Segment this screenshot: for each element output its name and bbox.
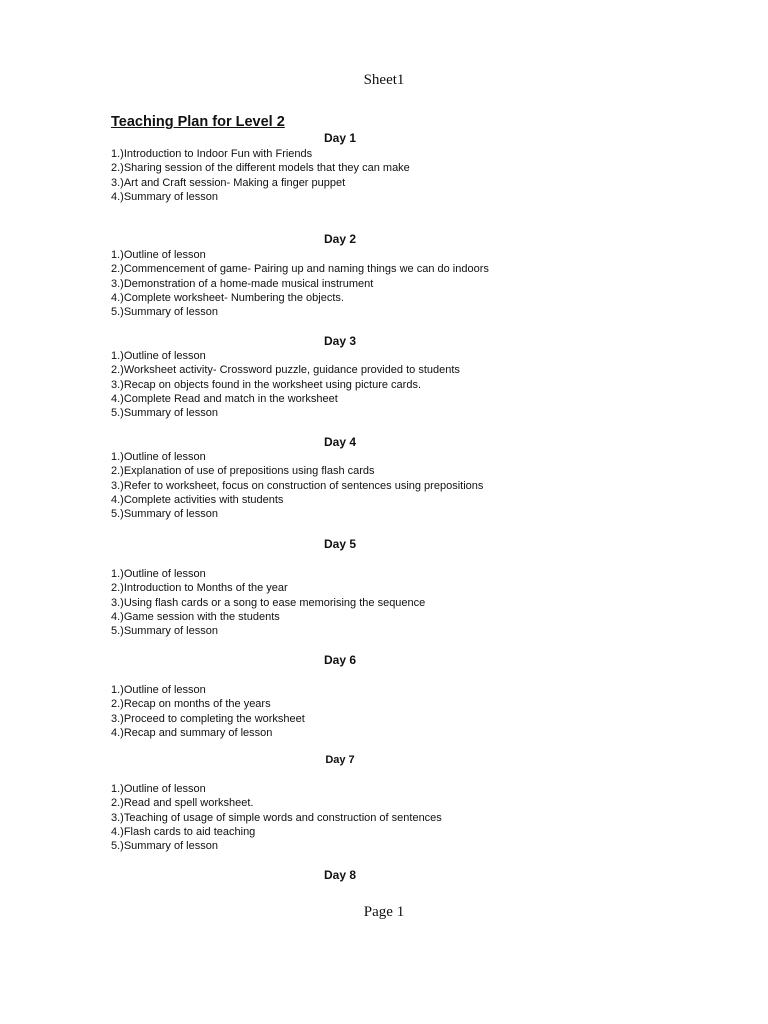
list-item: 2.)Read and spell worksheet. [111, 797, 254, 810]
list-item: 5.)Summary of lesson [111, 407, 218, 420]
list-item: 3.)Demonstration of a home-made musical instrument [111, 277, 374, 290]
list-item: 1.)Outline of lesson [111, 249, 206, 261]
day-5-heading: Day 5 [323, 537, 357, 551]
document-title: Teaching Plan for Level 2 [111, 114, 285, 130]
list-item: 5.)Summary of lesson [111, 508, 218, 521]
list-item: 2.)Recap on months of the years [111, 698, 271, 711]
sheet-name-header: Sheet1 [363, 72, 405, 88]
day-8-heading: Day 8 [323, 868, 357, 882]
day-2-heading: Day 2 [323, 232, 357, 246]
list-item: 4.)Complete Read and match in the worksheet [111, 392, 338, 405]
list-item: 1.)Introduction to Indoor Fun with Friends [111, 148, 313, 160]
day-7-items [111, 782, 442, 853]
page-number-footer: Page 1 [363, 904, 405, 920]
day-6-items [111, 683, 305, 740]
day-2-items [111, 248, 489, 319]
list-item: 4.)Complete worksheet- Numbering the objects. [111, 291, 344, 304]
day-7-heading: Day 7 [325, 754, 355, 766]
list-item: 5.)Summary of lesson [111, 840, 218, 853]
list-item: 1.)Outline of lesson [111, 568, 206, 580]
list-item: 5.)Summary of lesson [111, 625, 218, 638]
day-5-items [111, 567, 425, 638]
list-item: 2.)Commencement of game- Pairing up and naming things we can do indoors [111, 263, 489, 276]
day-1-items [111, 147, 410, 204]
list-item: 3.)Teaching of usage of simple words and construction of sentences [111, 811, 442, 824]
day-1-heading: Day 1 [323, 131, 357, 145]
list-item: 1.)Outline of lesson [111, 350, 206, 362]
day-3-items [111, 349, 460, 420]
list-item: 2.)Explanation of use of prepositions using flash cards [111, 465, 375, 478]
list-item: 4.)Game session with the students [111, 610, 280, 623]
list-item: 2.)Sharing session of the different models that they can make [111, 162, 410, 175]
list-item: 3.)Art and Craft session- Making a finger puppet [111, 176, 346, 189]
list-item: 3.)Recap on objects found in the worksheet using picture cards. [111, 378, 422, 391]
day-3-heading: Day 3 [323, 334, 357, 348]
day-6-heading: Day 6 [323, 653, 357, 667]
list-item: 3.)Using flash cards or a song to ease memorising the sequence [111, 596, 426, 609]
list-item: 4.)Recap and summary of lesson [111, 726, 273, 739]
list-item: 1.)Outline of lesson [111, 684, 206, 696]
day-4-heading: Day 4 [323, 435, 357, 449]
day-4-items [111, 450, 483, 521]
list-item: 3.)Refer to worksheet, focus on construction of sentences using prepositions [111, 479, 484, 492]
list-item: 4.)Complete activities with students [111, 493, 284, 506]
list-item: 2.)Introduction to Months of the year [111, 582, 288, 595]
list-item: 1.)Outline of lesson [111, 783, 206, 795]
list-item: 4.)Summary of lesson [111, 190, 218, 203]
list-item: 4.)Flash cards to aid teaching [111, 825, 256, 838]
list-item: 5.)Summary of lesson [111, 306, 218, 319]
list-item: 2.)Worksheet activity- Crossword puzzle, guidance provided to students [111, 364, 460, 377]
list-item: 1.)Outline of lesson [111, 451, 206, 463]
list-item: 3.)Proceed to completing the worksheet [111, 712, 305, 725]
